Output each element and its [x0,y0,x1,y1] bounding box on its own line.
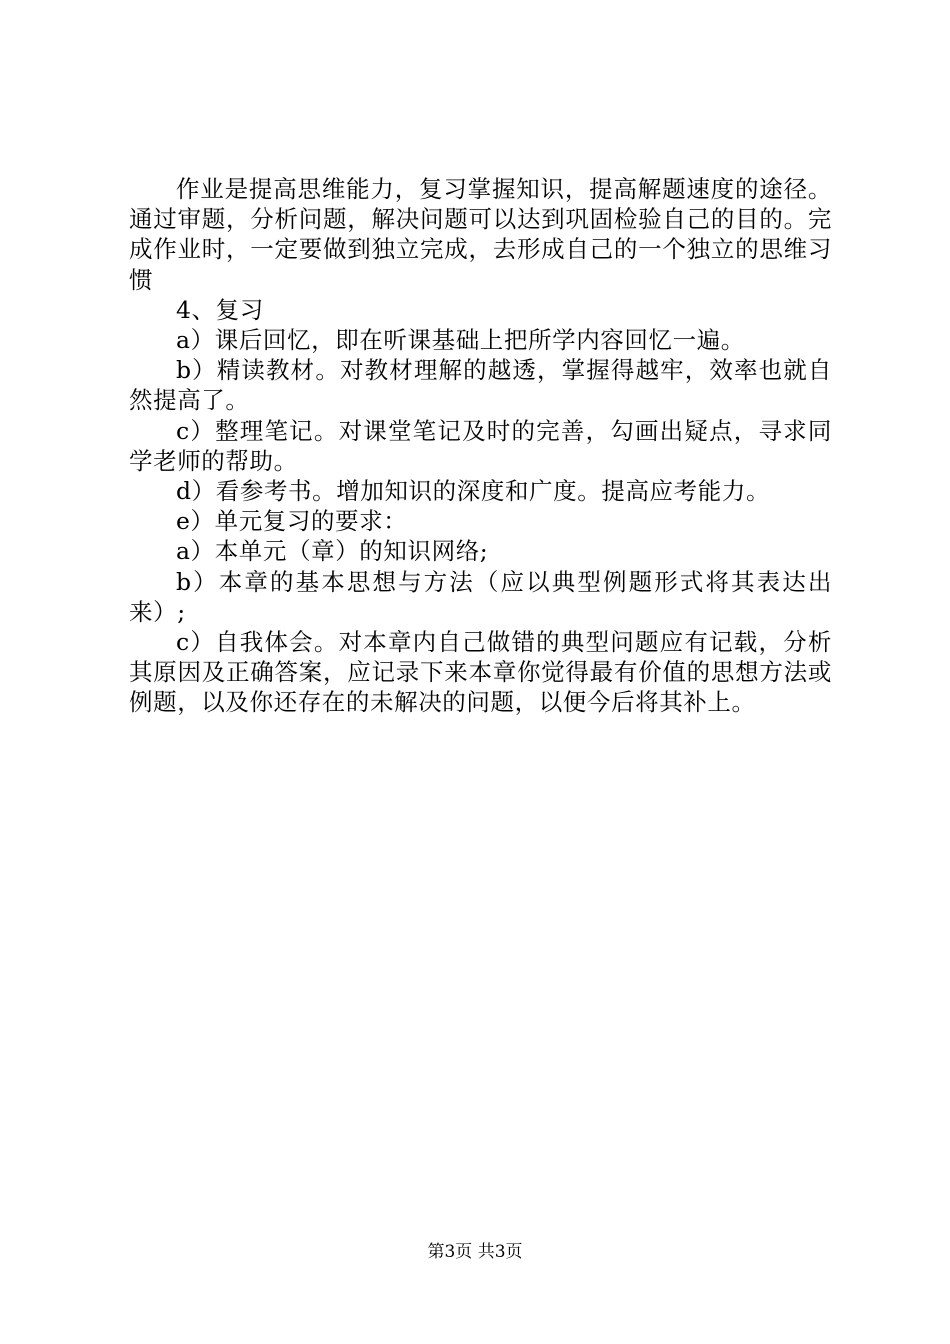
paragraph-unit-c: c）自我体会。对本章内自己做错的典型问题应有记载，分析其原因及正确答案，应记录下来本章你觉得最有价值的思想方法或例题，以及你还存在的未解决的问题，以便今后将其补上。 [129,628,832,717]
paragraph-review-e: e）单元复习的要求： [176,507,408,536]
paragraph-review-a: a）课后回忆，即在听课基础上把所学内容回忆一遍。 [176,326,745,355]
paragraph-unit-b: b）本章的基本思想与方法（应以典型例题形式将其表达出来）; [129,567,832,626]
paragraph-review-b: b）精读教材。对教材理解的越透，掌握得越牢，效率也就自然提高了。 [129,356,832,415]
page-number-footer: 第3页 共3页 [427,1242,523,1262]
paragraph-unit-a: a）本单元（章）的知识网络; [176,537,489,566]
paragraph-review-c: c）整理笔记。对课堂笔记及时的完善，勾画出疑点，寻求同学老师的帮助。 [129,416,832,475]
paragraph-review-d: d）看参考书。增加知识的深度和广度。提高应考能力。 [176,477,771,506]
document-body [129,174,832,718]
paragraph-homework: 作业是提高思维能力，复习掌握知识，提高解题速度的途径。通过审题，分析问题，解决问题可以达到巩固检验自己的目的。完成作业时，一定要做到独立完成，去形成自己的一个独立的思维习惯 [129,175,832,294]
section-heading-review: 4、复习 [176,295,264,324]
